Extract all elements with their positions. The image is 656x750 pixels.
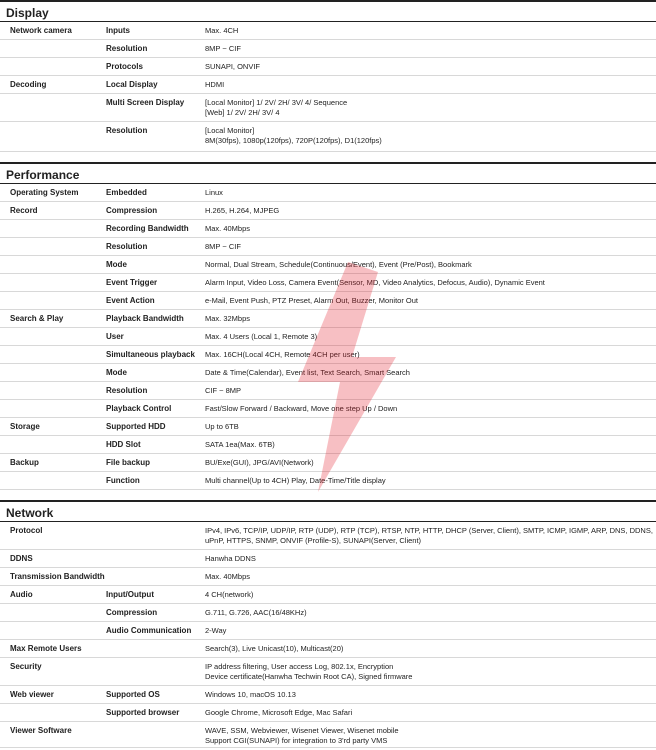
spec-value-line: CIF ~ 8MP — [205, 386, 242, 395]
spec-value — [195, 22, 656, 39]
spec-row — [0, 238, 656, 256]
spec-value — [195, 184, 656, 201]
spec-value-line: 8M(30fps), 1080p(120fps), 720P(120fps), D1(120fps) — [205, 136, 382, 145]
spec-item: User — [106, 332, 124, 341]
spec-item: Resolution — [106, 386, 148, 395]
spec-category — [0, 364, 98, 381]
spec-row — [0, 256, 656, 274]
spec-category — [0, 328, 98, 345]
spec-item: Mode — [106, 368, 127, 377]
spec-row — [0, 310, 656, 328]
spec-value — [195, 418, 656, 435]
section-performance — [0, 162, 656, 490]
spec-item: Recording Bandwidth — [106, 224, 189, 233]
spec-row — [0, 658, 656, 686]
spec-value-line: Multi channel(Up to 4CH) Play, Date-Time/Title display — [205, 476, 386, 485]
spec-value — [195, 238, 656, 255]
spec-value-line: Windows 10, macOS 10.13 — [205, 690, 296, 699]
spec-value — [195, 472, 656, 489]
spec-row — [0, 436, 656, 454]
spec-item: Event Action — [106, 296, 155, 305]
spec-value-line: H.265, H.264, MJPEG — [205, 206, 280, 215]
spec-category — [0, 256, 98, 273]
spec-value-line: Support CGI(SUNAPI) for integration to 3'rd party VMS — [205, 736, 388, 745]
spec-value — [195, 40, 656, 57]
spec-row — [0, 604, 656, 622]
spec-item: Embedded — [106, 188, 147, 197]
spec-item: Audio Communication — [106, 626, 192, 635]
spec-value-line: Search(3), Live Unicast(10), Multicast(20) — [205, 644, 344, 653]
spec-row — [0, 292, 656, 310]
spec-value-line: Fast/Slow Forward / Backward, Move one step Up / Down — [205, 404, 398, 413]
section-display — [0, 0, 656, 152]
spec-item: Multi Screen Display — [106, 98, 185, 107]
spec-item: Mode — [106, 260, 127, 269]
spec-item: Local Display — [106, 80, 158, 89]
spec-value — [195, 454, 656, 471]
spec-value-line: Max. 16CH(Local 4CH, Remote 4CH per user) — [205, 350, 360, 359]
spec-value-line: SUNAPI, ONVIF — [205, 62, 261, 71]
spec-value-line: Google Chrome, Microsoft Edge, Mac Safari — [205, 708, 353, 717]
spec-value-line: 8MP ~ CIF — [205, 242, 241, 251]
spec-row — [0, 220, 656, 238]
spec-row — [0, 274, 656, 292]
spec-row — [0, 472, 656, 490]
spec-item: Function — [106, 476, 140, 485]
spec-value-line: Device certificate(Hanwha Techwin Root CA), Signed firmware — [205, 672, 413, 681]
spec-category — [0, 94, 98, 121]
spec-value-line: Max. 4CH — [205, 26, 239, 35]
spec-category — [0, 274, 98, 291]
spec-category — [0, 400, 98, 417]
spec-item: Compression — [106, 206, 158, 215]
spec-value — [195, 256, 656, 273]
spec-item: Compression — [106, 608, 158, 617]
spec-value-line: Date & Time(Calendar), Event list, Text Search, Smart Search — [205, 368, 410, 377]
spec-item: Resolution — [106, 44, 148, 53]
spec-row — [0, 454, 656, 472]
spec-row — [0, 640, 656, 658]
section-title: Performance — [0, 162, 656, 184]
spec-item: Playback Bandwidth — [106, 314, 184, 323]
spec-category — [0, 58, 98, 75]
spec-row — [0, 704, 656, 722]
spec-category: Transmission Bandwidth — [10, 572, 105, 581]
spec-category: Viewer Software — [10, 726, 72, 735]
spec-category: Audio — [10, 590, 33, 599]
spec-value-line: WAVE, SSM, Webviewer, Wisenet Viewer, Wisenet mobile — [205, 726, 399, 735]
spec-value — [195, 640, 656, 657]
spec-value-line: Max. 32Mbps — [205, 314, 251, 323]
spec-value — [195, 364, 656, 381]
spec-row — [0, 76, 656, 94]
spec-value — [195, 346, 656, 363]
spec-row — [0, 686, 656, 704]
spec-value-line: Hanwha DDNS — [205, 554, 256, 563]
spec-row — [0, 382, 656, 400]
spec-category: Web viewer — [10, 690, 54, 699]
spec-value — [195, 686, 656, 703]
spec-value — [195, 202, 656, 219]
spec-row — [0, 58, 656, 76]
spec-category: Storage — [10, 422, 40, 431]
spec-value-line: 4 CH(network) — [205, 590, 254, 599]
spec-category — [0, 436, 98, 453]
spec-row — [0, 184, 656, 202]
spec-value — [195, 704, 656, 721]
spec-item: Resolution — [106, 242, 148, 251]
spec-value — [195, 400, 656, 417]
spec-value — [195, 328, 656, 345]
spec-value — [195, 292, 656, 309]
spec-category — [0, 622, 98, 639]
spec-value — [195, 568, 656, 585]
spec-category: Decoding — [10, 80, 47, 89]
spec-item: Supported browser — [106, 708, 180, 717]
spec-category: Search & Play — [10, 314, 64, 323]
spec-row — [0, 722, 656, 748]
section-title: Network — [0, 500, 656, 522]
spec-row — [0, 550, 656, 568]
spec-value — [195, 604, 656, 621]
section-title: Display — [0, 0, 656, 22]
spec-value-line: 2-Way — [205, 626, 227, 635]
spec-value — [195, 722, 656, 747]
spec-row — [0, 346, 656, 364]
spec-category: DDNS — [10, 554, 33, 563]
spec-item: Protocols — [106, 62, 143, 71]
spec-value-line: Max. 40Mbps — [205, 572, 251, 581]
spec-item: Resolution — [106, 126, 148, 135]
spec-value — [195, 274, 656, 291]
spec-value-line: Up to 6TB — [205, 422, 239, 431]
spec-category — [0, 346, 98, 363]
spec-row — [0, 122, 656, 152]
spec-category: Backup — [10, 458, 39, 467]
spec-row — [0, 40, 656, 58]
spec-category: Max Remote Users — [10, 644, 82, 653]
spec-item: Supported OS — [106, 690, 160, 699]
spec-category — [0, 122, 98, 151]
spec-item: Input/Output — [106, 590, 154, 599]
spec-category — [0, 220, 98, 237]
spec-category — [0, 292, 98, 309]
spec-item: Supported HDD — [106, 422, 166, 431]
spec-category: Operating System — [10, 188, 79, 197]
spec-value-line: uPnP, HTTPS, SNMP, ONVIF (Profile-S), SUNAPI(Server, Client) — [205, 536, 422, 545]
spec-item: File backup — [106, 458, 151, 467]
spec-item: Simultaneous playback — [106, 350, 195, 359]
spec-value-line: IPv4, IPv6, TCP/IP, UDP/IP, RTP (UDP), RTP (TCP), RTSP, NTP, HTTP, DHCP (Server, Client), SMTP, ICMP, IGMP, ARP, DNS, DDNS, — [205, 526, 653, 535]
spec-value — [195, 622, 656, 639]
spec-row — [0, 328, 656, 346]
spec-row — [0, 94, 656, 122]
spec-row — [0, 622, 656, 640]
spec-value-line: Normal, Dual Stream, Schedule(Continuous/Event), Event (Pre/Post), Bookmark — [205, 260, 472, 269]
spec-value-line: Max. 40Mbps — [205, 224, 251, 233]
spec-category — [0, 382, 98, 399]
spec-value-line: 8MP ~ CIF — [205, 44, 241, 53]
spec-item: Playback Control — [106, 404, 172, 413]
spec-value — [195, 522, 656, 549]
section-network — [0, 500, 656, 748]
spec-value-line: [Local Monitor] 1/ 2V/ 2H/ 3V/ 4/ Sequence — [205, 98, 348, 107]
spec-category: Record — [10, 206, 38, 215]
spec-category — [0, 40, 98, 57]
spec-row — [0, 568, 656, 586]
spec-category — [0, 604, 98, 621]
spec-value — [195, 122, 656, 151]
spec-value — [195, 550, 656, 567]
spec-value — [195, 382, 656, 399]
spec-value — [195, 310, 656, 327]
spec-value-line: [Web] 1/ 2V/ 2H/ 3V/ 4 — [205, 108, 280, 117]
spec-category: Network camera — [10, 26, 72, 35]
spec-value — [195, 220, 656, 237]
spec-row — [0, 418, 656, 436]
spec-row — [0, 364, 656, 382]
spec-item: Inputs — [106, 26, 130, 35]
spec-value-line: G.711, G.726, AAC(16/48KHz) — [205, 608, 307, 617]
spec-row — [0, 202, 656, 220]
spec-value-line: IP address filtering, User access Log, 802.1x, Encryption — [205, 662, 394, 671]
spec-category: Protocol — [10, 526, 43, 535]
spec-item: Event Trigger — [106, 278, 158, 287]
spec-category — [0, 238, 98, 255]
spec-row — [0, 22, 656, 40]
spec-row — [0, 400, 656, 418]
spec-value-line: e-Mail, Event Push, PTZ Preset, Alarm Out, Buzzer, Monitor Out — [205, 296, 418, 305]
spec-value — [195, 76, 656, 93]
spec-value-line: BU/Exe(GUI), JPG/AVI(Network) — [205, 458, 314, 467]
spec-value-line: Alarm Input, Video Loss, Camera Event(Sensor, MD, Video Analytics, Defocus, Audio), Dynamic Event — [205, 278, 545, 287]
spec-value — [195, 436, 656, 453]
spec-value — [195, 586, 656, 603]
spec-value-line: Linux — [205, 188, 223, 197]
spec-category: Security — [10, 662, 42, 671]
spec-category — [0, 472, 98, 489]
spec-row — [0, 522, 656, 550]
spec-row — [0, 586, 656, 604]
spec-value-line: HDMI — [205, 80, 225, 89]
spec-value-line: Max. 4 Users (Local 1, Remote 3) — [205, 332, 318, 341]
spec-value — [195, 94, 656, 121]
spec-item: HDD Slot — [106, 440, 141, 449]
spec-value-line: SATA 1ea(Max. 6TB) — [205, 440, 275, 449]
spec-category — [0, 704, 98, 721]
spec-value-line: [Local Monitor] — [205, 126, 255, 135]
spec-value — [195, 58, 656, 75]
spec-value — [195, 658, 656, 685]
